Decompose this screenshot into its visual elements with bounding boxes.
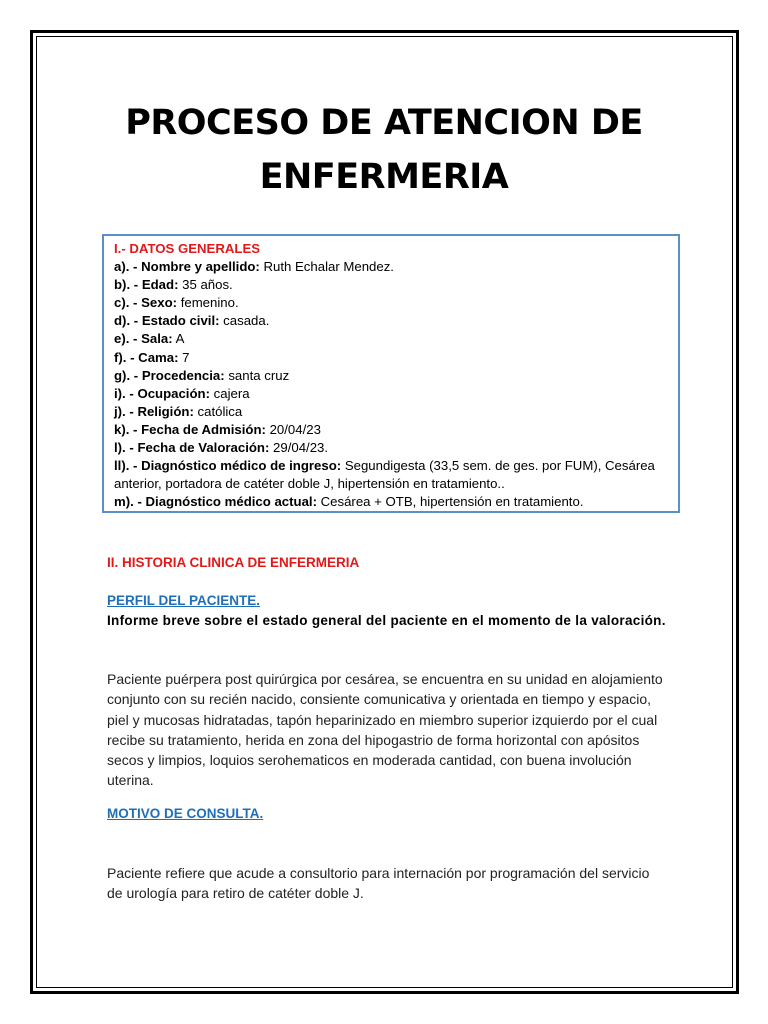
datos-value: 35 años. [178, 277, 233, 293]
datos-row-ocupacion [114, 385, 670, 403]
datos-row-diagnostico-ingreso [114, 457, 670, 493]
datos-value: 29/04/23. [269, 440, 329, 456]
datos-label: ll). - Diagnóstico médico de ingreso: [114, 458, 342, 474]
datos-value: casada. [219, 313, 270, 329]
historia-clinica-heading: II. HISTORIA CLINICA DE ENFERMERIA [107, 555, 360, 570]
perfil-paciente-link[interactable]: PERFIL DEL PACIENTE. [107, 593, 261, 608]
datos-label: m). - Diagnóstico médico actual: [114, 494, 317, 510]
datos-row-sala [114, 330, 670, 348]
datos-label: c). - Sexo: [114, 295, 178, 311]
datos-value: Cesárea + OTB, hipertensión en tratamiento. [316, 494, 584, 510]
datos-row-procedencia [114, 367, 670, 385]
datos-generales-box [102, 234, 680, 513]
datos-label: l). - Fecha de Valoración: [114, 440, 270, 456]
datos-row-estado-civil [114, 312, 670, 330]
datos-value: femenino. [177, 295, 239, 311]
datos-row-sexo [114, 294, 670, 312]
datos-label: e). - Sala: [114, 331, 173, 347]
datos-generales-heading: I.- DATOS GENERALES [114, 241, 261, 256]
perfil-paragraph: Paciente puérpera post quirúrgica por cesárea, se encuentra en su unidad en alojamiento conjunto con su recién nacido, consiente comunicativa y orientada en tiempo y espacio, piel y mucosas hidratadas, tapón heparinizado en miembro superior izquierdo por el cual recibe su tratamiento, herida en zona del hipogastrio de forma horizontal con apósitos secos y limpios, loquios serohematicos en moderada cantidad, con buena involución uterina. [107, 671, 663, 789]
title-line-2: ENFERMERIA [259, 157, 509, 197]
datos-label: i). - Ocupación: [114, 385, 210, 401]
perfil-note: Informe breve sobre el estado general del paciente en el momento de la valoración. [107, 613, 666, 628]
datos-row-nombre [114, 258, 670, 276]
datos-row-fecha-admision [114, 421, 670, 439]
datos-row-cama [114, 349, 670, 367]
datos-label: k). - Fecha de Admisión: [114, 421, 266, 437]
datos-value: santa cruz [224, 367, 290, 383]
datos-row-religion [114, 403, 670, 421]
datos-value: cajera [209, 385, 250, 401]
datos-label: a). - Nombre y apellido: [114, 259, 260, 275]
datos-label: f). - Cama: [114, 349, 179, 365]
title-line-1: PROCESO DE ATENCION DE [125, 103, 643, 143]
motivo-paragraph: Paciente refiere que acude a consultorio para internación por programación del servicio de urología para retiro de catéter doble J. [107, 865, 650, 902]
datos-row-edad [114, 276, 670, 294]
datos-label: j). - Religión: [114, 403, 194, 419]
datos-label: b). - Edad: [114, 277, 179, 293]
datos-row-fecha-valoracion [114, 439, 670, 457]
datos-row-diagnostico-actual [114, 493, 670, 511]
document-title [60, 96, 708, 204]
datos-value: A [172, 331, 185, 347]
motivo-consulta-link[interactable]: MOTIVO DE CONSULTA. [107, 806, 264, 821]
datos-label: g). - Procedencia: [114, 367, 225, 383]
datos-value: católica [193, 403, 243, 419]
datos-value: Ruth Echalar Mendez. [259, 259, 394, 275]
datos-value: 20/04/23 [265, 421, 321, 437]
datos-value: 7 [178, 349, 190, 365]
datos-label: d). - Estado civil: [114, 313, 220, 329]
datos-value: Segundigesta (33,5 sem. de ges. por FUM), Cesárea anterior, portadora de catéter doble J, hipertensión en tratamiento.. [114, 458, 655, 492]
